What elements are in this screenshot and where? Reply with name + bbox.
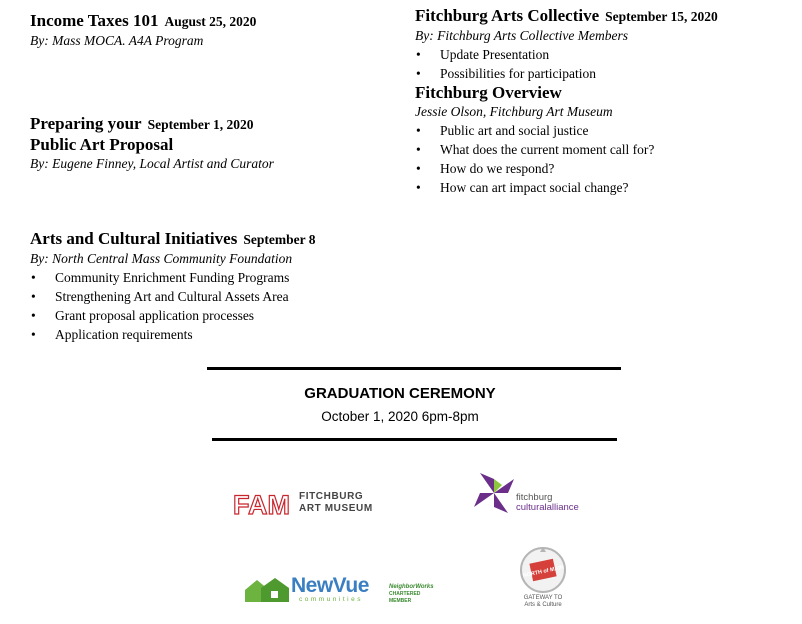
arts-cultural-initiatives-session: [30, 229, 315, 344]
list-item: • Grant proposal application processes: [31, 308, 255, 323]
session-presenter: By: Mass MOCA. A4A Program: [30, 33, 204, 48]
fca-line1: fitchburg: [516, 492, 553, 503]
fam-line2: ART MUSEUM: [299, 503, 373, 514]
neighborworks-sub: CHARTERED MEMBER: [389, 591, 421, 604]
list-item: • Strengthening Art and Cultural Assets Area: [31, 289, 289, 304]
session-presenter: By: Fitchburg Arts Collective Members: [415, 28, 628, 43]
newvue-sub: communities: [299, 596, 363, 603]
session-title: Arts and Cultural Initiatives September 8: [30, 229, 316, 248]
session-topic-list: [30, 268, 315, 344]
pinwheel-icon: [472, 471, 516, 515]
session-presenter: By: North Central Mass Community Foundation: [30, 251, 293, 266]
north-of-main-logo: [508, 546, 578, 612]
list-item: • How do we respond?: [416, 161, 555, 176]
divider-top: [207, 367, 621, 370]
list-item: • Application requirements: [31, 327, 193, 342]
list-item: • Public art and social justice: [416, 123, 589, 138]
income-taxes-session: [30, 11, 256, 50]
session-date: September 8: [243, 232, 316, 247]
graduation-title: GRADUATION CEREMONY: [304, 385, 496, 402]
list-item: • How can art impact social change?: [416, 180, 629, 195]
session-title-line2: Public Art Proposal: [30, 135, 174, 154]
graduation-date: October 1, 2020 6pm-8pm: [321, 409, 479, 424]
list-item: • What does the current moment call for?: [416, 142, 655, 157]
neighborworks-name: NeighborWorks: [389, 584, 434, 590]
fam-line1: FITCHBURG: [299, 491, 364, 502]
session-title: Income Taxes 101 August 25, 2020: [30, 11, 257, 30]
newvue-communities-logo: [243, 575, 433, 605]
session-presenter: Jessie Olson, Fitchburg Art Museum: [415, 104, 613, 119]
fitchburg-art-museum-logo: [233, 488, 373, 518]
session-title: Fitchburg Overview: [415, 83, 562, 102]
svg-text:NORTH of MAIN: NORTH of MAIN: [522, 564, 565, 580]
house-icon: [243, 576, 293, 602]
session-presenter: By: Eugene Finney, Local Artist and Curator: [30, 156, 274, 171]
list-item: • Update Presentation: [416, 47, 550, 62]
graduation-ceremony: [200, 385, 600, 426]
nom-line2: Arts & Culture: [524, 602, 562, 608]
fitchburg-cultural-alliance-logo: [472, 471, 582, 515]
svg-text:FAM: FAM: [233, 490, 290, 518]
north-of-main-badge-icon: [519, 546, 567, 594]
session-date: September 15, 2020: [605, 9, 718, 24]
session-title: Fitchburg Arts Collective September 15, 2020: [415, 6, 718, 25]
newvue-name: NewVue: [291, 574, 369, 597]
fca-line2: culturalalliance: [516, 502, 579, 513]
session-date: September 1, 2020: [147, 117, 254, 132]
session-title: Preparing your September 1, 2020: [30, 114, 254, 133]
fam-mark-icon: [233, 490, 293, 518]
session-topic-list: [415, 45, 718, 83]
session-date: August 25, 2020: [164, 14, 257, 29]
nom-line1: GATEWAY TO: [523, 595, 563, 601]
divider-bottom: [212, 438, 617, 441]
session-topic-list: [415, 121, 718, 197]
arts-collective-session: [415, 6, 718, 197]
list-item: • Possibilities for participation: [416, 66, 596, 81]
list-item: • Community Enrichment Funding Programs: [31, 270, 290, 285]
public-art-proposal-session: [30, 114, 274, 173]
